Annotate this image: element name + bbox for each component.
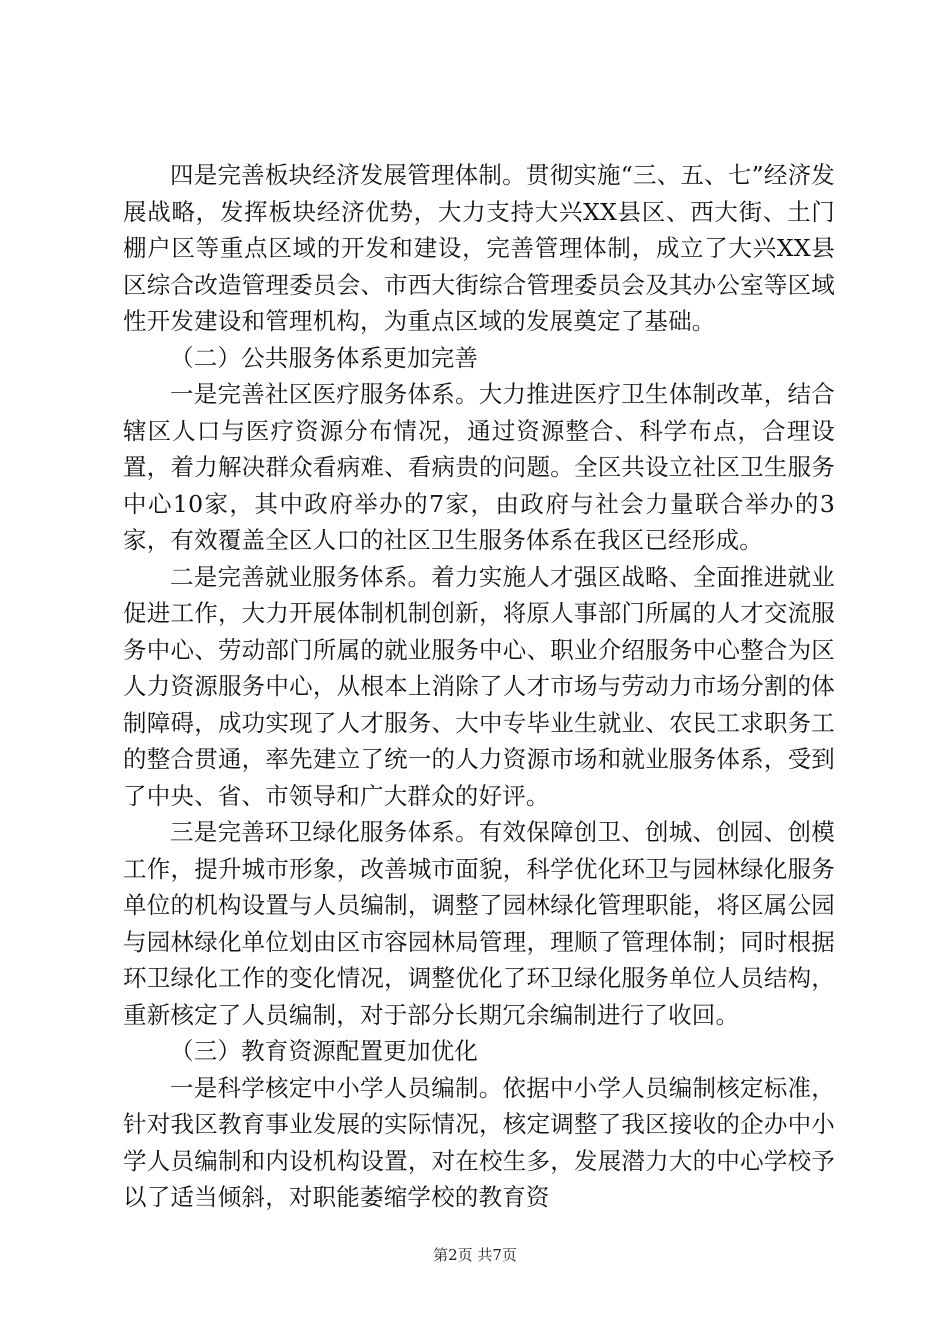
paragraph-employment-services: 二是完善就业服务体系。着力实施人才强区战略、全面推进就业促进工作，大力开展体制机制创新，将原人事部门所属的人才交流服务中心、劳动部门所属的就业服务中心、职业介绍服务中心整合为区人力资源服务中心，从根本上消除了人才市场与劳动力市场分割的体制障碍，成功实现了人才服务、大中专毕业生就业、农民工求职务工的整合贯通，率先建立了统一的人力资源市场和就业服务体系，受到了中央、省、市领导和广大群众的好评。 [123,562,835,810]
page-footer [0,1244,950,1265]
page-number-label: 第2页 共7页 [433,1246,517,1264]
section-heading-public-services: （二）公共服务体系更加完善 [170,343,479,372]
section-heading-education: （三）教育资源配置更加优化 [170,1037,479,1065]
document-body [123,157,835,1216]
paragraph-community-medical: 一是完善社区医疗服务体系。大力推进医疗卫生体制改革，结合辖区人口与医疗资源分布情况，通过资源整合、科学布点，合理设置，着力解决群众看病难、看病贵的问题。全区共设立社区卫生服务中心10家，其中政府举办的7家，由政府与社会力量联合举办的3家，有效覆盖全区人口的社区卫生服务体系在我区已经形成。 [123,380,835,554]
paragraph-sanitation-greening: 三是完善环卫绿化服务体系。有效保障创卫、创城、创园、创模工作，提升城市形象，改善城市面貌，科学优化环卫与园林绿化服务单位的机构设置与人员编制，调整了园林绿化管理职能，将区属公园与园林绿化单位划由区市容园林局管理，理顺了管理体制；同时根据环卫绿化工作的变化情况，调整优化了环卫绿化服务单位人员结构，重新核定了人员编制，对于部分长期冗余编制进行了收回。 [123,818,835,1029]
paragraph-school-staffing: 一是科学核定中小学人员编制。依据中小学人员编制核定标准，针对我区教育事业发展的实际情况，核定调整了我区接收的企办中小学人员编制和内设机构设置，对在校生多，发展潜力大的中心学校予以了适当倾斜，对职能萎缩学校的教育资 [123,1073,835,1211]
paragraph-plate-economy: 四是完善板块经济发展管理体制。贯彻实施“三、五、七”经济发展战略，发挥板块经济优势，大力支持大兴XX县区、西大街、土门棚户区等重点区域的开发和建设，完善管理体制，成立了大兴XX县区综合改造管理委员会、市西大街综合管理委员会及其办公室等区域性开发建设和管理机构，为重点区域的发展奠定了基础。 [123,161,835,335]
